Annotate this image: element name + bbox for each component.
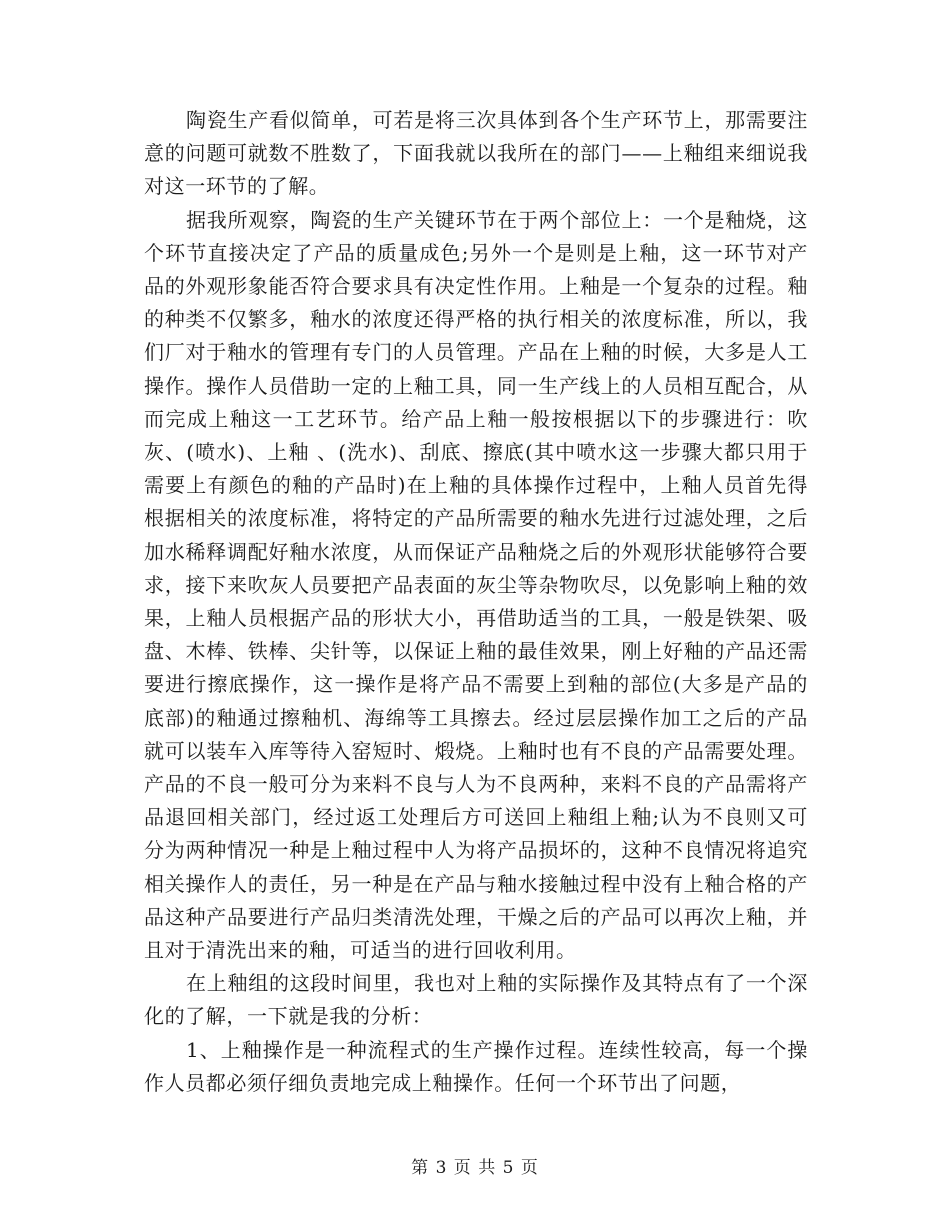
paragraph-analysis-intro: 在上釉组的这段时间里，我也对上釉的实际操作及其特点有了一个深化的了解，一下就是我的分析： [144, 971, 808, 1029]
document-body [144, 104, 808, 1100]
paragraph-observation: 据我所观察，陶瓷的生产关键环节在于两个部位上：一个是釉烧，这个环节直接决定了产品的质量成色;另外一个是则是上釉，这一环节对产品的外观形象能否符合要求具有决定性作用。上釉是一个复杂的过程。釉的种类不仅繁多，釉水的浓度还得严格的执行相关的浓度标准，所以，我们厂对于釉水的管理有专门的人员管理。产品在上釉的时候，大多是人工操作。操作人员借助一定的上釉工具，同一生产线上的人员相互配合，从而完成上釉这一工艺环节。给产品上釉一般按根据以下的步骤进行：吹灰、(喷水)、上釉 、(洗水)、刮底、擦底(其中喷水这一步骤大都只用于需要上有颜色的釉的产品时)在上釉的具体操作过程中，上釉人员首先得根据相关的浓度标准，将特定的产品所需要的釉水先进行过滤处理，之后加水稀释调配好釉水浓度，从而保证产品釉烧之后的外观形状能够符合要求，接下来吹灰人员要把产品表面的灰尘等杂物吹尽，以免影响上釉的效果，上釉人员根据产品的形状大小，再借助适当的工具，一般是铁架、吸盘、木棒、铁棒、尖针等，以保证上釉的最佳效果，刚上好釉的产品还需要进行擦底操作，这一操作是将产品不需要上到釉的部位(大多是产品的底部)的釉通过擦釉机、海绵等工具擦去。经过层层操作加工之后的产品就可以装车入库等待入窑短时、煅烧。上釉时也有不良的产品需要处理。产品的不良一般可分为来料不良与人为不良两种，来料不良的产品需将产品退回相关部门，经过返工处理后方可送回上釉组上釉;认为不良则又可分为两种情况一种是上釉过程中人为将产品损坏的，这种不良情况将追究相关操作人的责任，另一种是在产品与釉水接触过程中没有上釉合格的产品这种产品要进行产品归类清洗处理，干燥之后的产品可以再次上釉，并且对于清洗出来的釉，可适当的进行回收利用。 [144, 207, 808, 963]
paragraph-point-1: 1、上釉操作是一种流程式的生产操作过程。连续性较高，每一个操作人员都必须仔细负责地完成上釉操作。任何一个环节出了问题， [144, 1037, 808, 1095]
page-number-footer: 第 3 页 共 5 页 [411, 1158, 539, 1178]
paragraph-intro: 陶瓷生产看似简单，可若是将三次具体到各个生产环节上，那需要注意的问题可就数不胜数了，下面我就以我所在的部门——上釉组来细说我对这一环节的了解。 [144, 108, 808, 199]
